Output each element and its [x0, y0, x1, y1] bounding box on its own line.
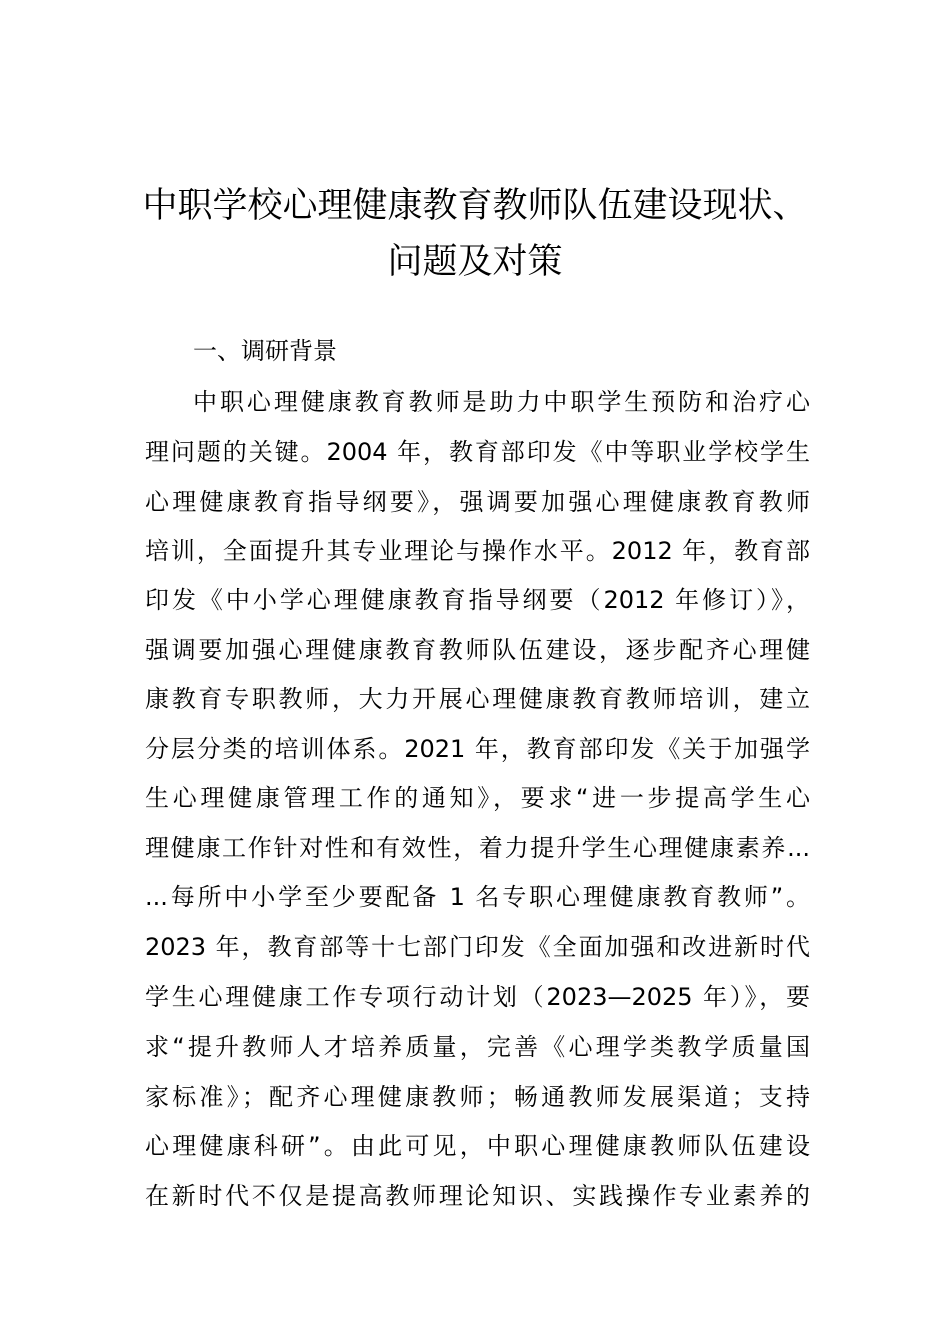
paragraph-line: 2023 年，教育部等十七部门印发《全面加强和改进新时代 — [145, 933, 810, 961]
paragraph-line: 康教育专职教师，大力开展心理健康教育教师培训，建立 — [145, 685, 810, 713]
paragraph-line: 求“提升教师人才培养质量，完善《心理学类教学质量国 — [145, 1033, 810, 1061]
paragraph-line: 家标准》；配齐心理健康教师；畅通教师发展渠道；支持 — [145, 1083, 810, 1111]
paragraph-line: 在新时代不仅是提高教师理论知识、实践操作专业素养的 — [145, 1182, 810, 1210]
paragraph-line: 中职心理健康教育教师是助力中职学生预防和治疗心 — [193, 388, 810, 416]
paragraph-line: ...每所中小学至少要配备 1 名专职心理健康教育教师”。 — [145, 883, 810, 911]
paragraph-line: 强调要加强心理健康教育教师队伍建设，逐步配齐心理健 — [145, 636, 810, 664]
paragraph-line: 分层分类的培训体系。2021 年，教育部印发《关于加强学 — [145, 735, 810, 763]
paragraph-line: 理健康工作针对性和有效性，着力提升学生心理健康素养... — [145, 834, 810, 862]
title-line-2: 问题及对策 — [387, 242, 563, 282]
title-line-1: 中职学校心理健康教育教师队伍建设现状、 — [142, 186, 808, 226]
section-heading: 一、调研背景 — [193, 337, 337, 365]
document-title — [120, 178, 830, 290]
paragraph-line: 生心理健康管理工作的通知》，要求“进一步提高学生心 — [145, 784, 810, 812]
paragraph-line: 心理健康科研”。由此可见，中职心理健康教师队伍建设 — [145, 1132, 810, 1160]
paragraph-line: 学生心理健康工作专项行动计划（2023—2025 年）》，要 — [145, 983, 810, 1011]
paragraph-line: 印发《中小学心理健康教育指导纲要（2012 年修订）》， — [145, 586, 810, 614]
paragraph-line: 培训，全面提升其专业理论与操作水平。2012 年，教育部 — [145, 537, 810, 565]
paragraph-line: 心理健康教育指导纲要》，强调要加强心理健康教育教师 — [145, 488, 810, 516]
paragraph-line: 理问题的关键。2004 年，教育部印发《中等职业学校学生 — [145, 438, 810, 466]
